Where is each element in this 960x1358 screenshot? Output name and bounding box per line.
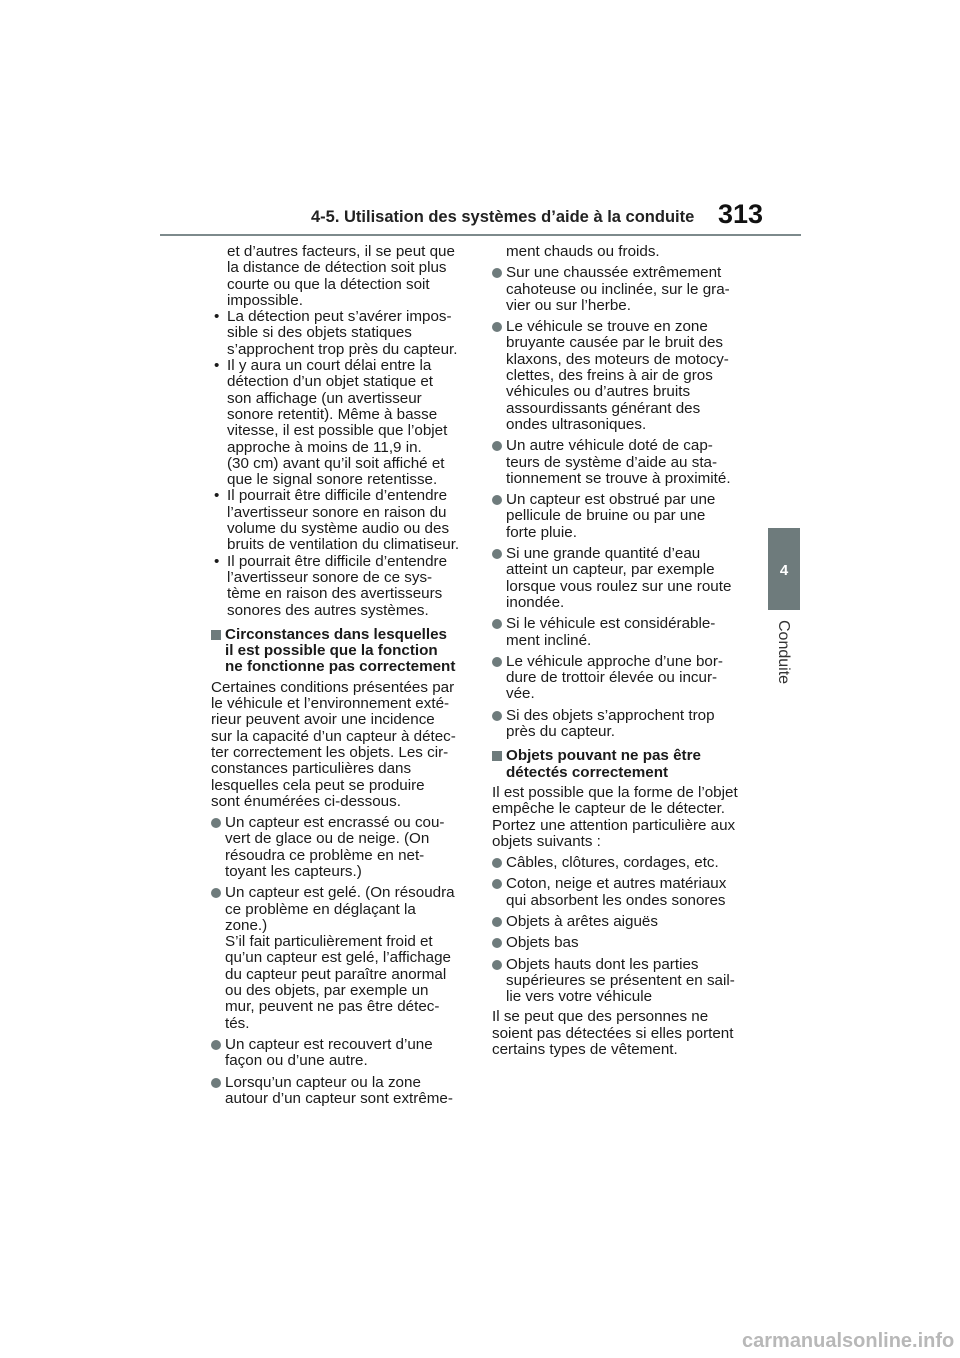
closing-paragraph: Il se peut que des personnes ne soient pas détectées si elles portent certains types de vêtement. bbox=[492, 1008, 734, 1059]
list-item: Câbles, clôtures, cordages, etc. bbox=[492, 855, 756, 871]
dash-marker: • bbox=[214, 487, 220, 505]
list-item: Un capteur est gelé. (On résoudra ce problème en déglaçant la zone.) S’il fait particulièrement froid et qu’un capteur est gelé, l’affichage du capteur peut paraître anormal ou des objets, par exemple un mur, peuvent ne pas être détec- tés. bbox=[211, 885, 474, 1032]
round-bullet-icon bbox=[492, 322, 502, 332]
round-bullet-icon bbox=[492, 549, 502, 559]
list-item: Coton, neige et autres matériaux qui absorbent les ondes sonores bbox=[492, 876, 756, 909]
chapter-tab[interactable] bbox=[768, 528, 800, 610]
dash-marker: • bbox=[214, 308, 220, 326]
dash-item: • Il pourrait être difficile d’entendre l’avertisseur sonore en raison du volume du système audio ou des bruits de ventilation du climatiseur. bbox=[214, 487, 460, 554]
dash-list bbox=[211, 309, 474, 619]
objects-paragraph: Il est possible que la forme de l’objet empêche le capteur de le détecter. Portez une attention particulière aux objets suivants : bbox=[492, 783, 738, 850]
dash-marker: • bbox=[214, 357, 220, 375]
list-item: Lorsqu’un capteur ou la zone autour d’un capteur sont extrême- bbox=[211, 1075, 474, 1108]
right-column bbox=[492, 244, 756, 1058]
bullet-continuation: ment chauds ou froids. bbox=[506, 243, 660, 260]
round-bullet-icon bbox=[492, 268, 502, 278]
round-bullet-icon bbox=[492, 917, 502, 927]
round-bullet-icon bbox=[211, 1078, 221, 1088]
header-title: 4-5. Utilisation des systèmes d’aide à la conduite bbox=[311, 208, 695, 226]
square-bullet-icon bbox=[211, 630, 221, 640]
list-item: Sur une chaussée extrêmement cahoteuse ou inclinée, sur le gra- vier ou sur l’herbe. bbox=[492, 265, 756, 314]
round-bullet-icon bbox=[211, 818, 221, 828]
round-bullet-icon bbox=[492, 619, 502, 629]
intro-continuation: et d’autres facteurs, il se peut que la distance de détection soit plus courte ou que la détection soit impossible. bbox=[227, 243, 455, 309]
round-bullet-icon bbox=[492, 495, 502, 505]
page-number: 313 bbox=[718, 199, 764, 229]
round-bullet-icon bbox=[492, 938, 502, 948]
list-item: Le véhicule se trouve en zone bruyante causée par le bruit des klaxons, des moteurs de motocy- clettes, des freins à air de gros véhicules ou d’autres bruits assourdissants générant des ondes ultrasoniques. bbox=[492, 319, 756, 433]
circumstances-paragraph: Certaines conditions présentées par le véhicule et l’environnement exté- rieur peuvent avoir une incidence sur la capacité d’un capteur à détec- ter correctement les objets. Les cir- constances particulières dans lesquelles cela peut se produire sont énumérées ci-dessous. bbox=[211, 678, 456, 810]
section-heading-circumstances: Circonstances dans lesquelles il est possible que la fonction ne fonctionne pas correctement bbox=[211, 627, 474, 676]
list-item: Un capteur est recouvert d’une façon ou d’une autre. bbox=[211, 1037, 474, 1070]
chapter-label-text: Conduite bbox=[775, 620, 792, 685]
round-bullet-icon bbox=[492, 657, 502, 667]
list-item: Objets bas bbox=[492, 935, 756, 951]
section-heading-objects: Objets pouvant ne pas être détectés correctement bbox=[492, 748, 756, 781]
list-item: Un autre véhicule doté de cap- teurs de système d’aide au sta- tionnement se trouve à proximité. bbox=[492, 438, 756, 487]
round-bullet-icon bbox=[492, 858, 502, 868]
list-item: Objets à arêtes aiguës bbox=[492, 914, 756, 930]
round-bullet-icon bbox=[211, 888, 221, 898]
chapter-tab-number: 4 bbox=[779, 562, 789, 579]
dash-item: • Il pourrait être difficile d’entendre l’avertisseur sonore de ce sys- tème en raison des avertisseurs sonores des autres systèmes. bbox=[214, 552, 448, 619]
round-bullet-icon bbox=[211, 1040, 221, 1050]
chapter-label bbox=[770, 620, 800, 700]
left-column bbox=[211, 244, 474, 1107]
round-bullet-icon bbox=[492, 879, 502, 889]
list-item: Un capteur est obstrué par une pellicule de bruine ou par une forte pluie. bbox=[492, 492, 756, 541]
dash-marker: • bbox=[214, 552, 220, 570]
round-bullet-icon bbox=[492, 441, 502, 451]
dash-item: • Il y aura un court délai entre la détection d’un objet statique et son affichage (un avertisseur sonore retentit). Même à basse vitesse, il est possible que l’objet approche à moins de 11,9 in. (30 cm) avant qu’il soit affiché et que le signal sonore retentisse. bbox=[214, 357, 448, 489]
list-item: Si le véhicule est considérable- ment incliné. bbox=[492, 616, 756, 649]
round-bullet-icon bbox=[492, 960, 502, 970]
dash-item: • La détection peut s’avérer impos- sible si des objets statiques s’approchent trop près du capteur. bbox=[214, 308, 458, 358]
list-item: Le véhicule approche d’une bor- dure de trottoir élevée ou incur- vée. bbox=[492, 654, 756, 703]
list-item: Un capteur est encrassé ou cou- vert de glace ou de neige. (On résoudra ce problème en net- toyant les capteurs.) bbox=[211, 815, 474, 880]
watermark[interactable]: carmanualsonline.info bbox=[742, 1330, 955, 1352]
square-bullet-icon bbox=[492, 751, 502, 761]
list-item: Objets hauts dont les parties supérieures se présentent en sail- lie vers votre véhicule bbox=[492, 957, 756, 1006]
round-bullet-icon bbox=[492, 711, 502, 721]
list-item: Si des objets s’approchent trop près du capteur. bbox=[492, 708, 756, 741]
header-rule bbox=[160, 234, 801, 236]
list-item: Si une grande quantité d’eau atteint un capteur, par exemple lorsque vous roulez sur une route inondée. bbox=[492, 546, 756, 611]
